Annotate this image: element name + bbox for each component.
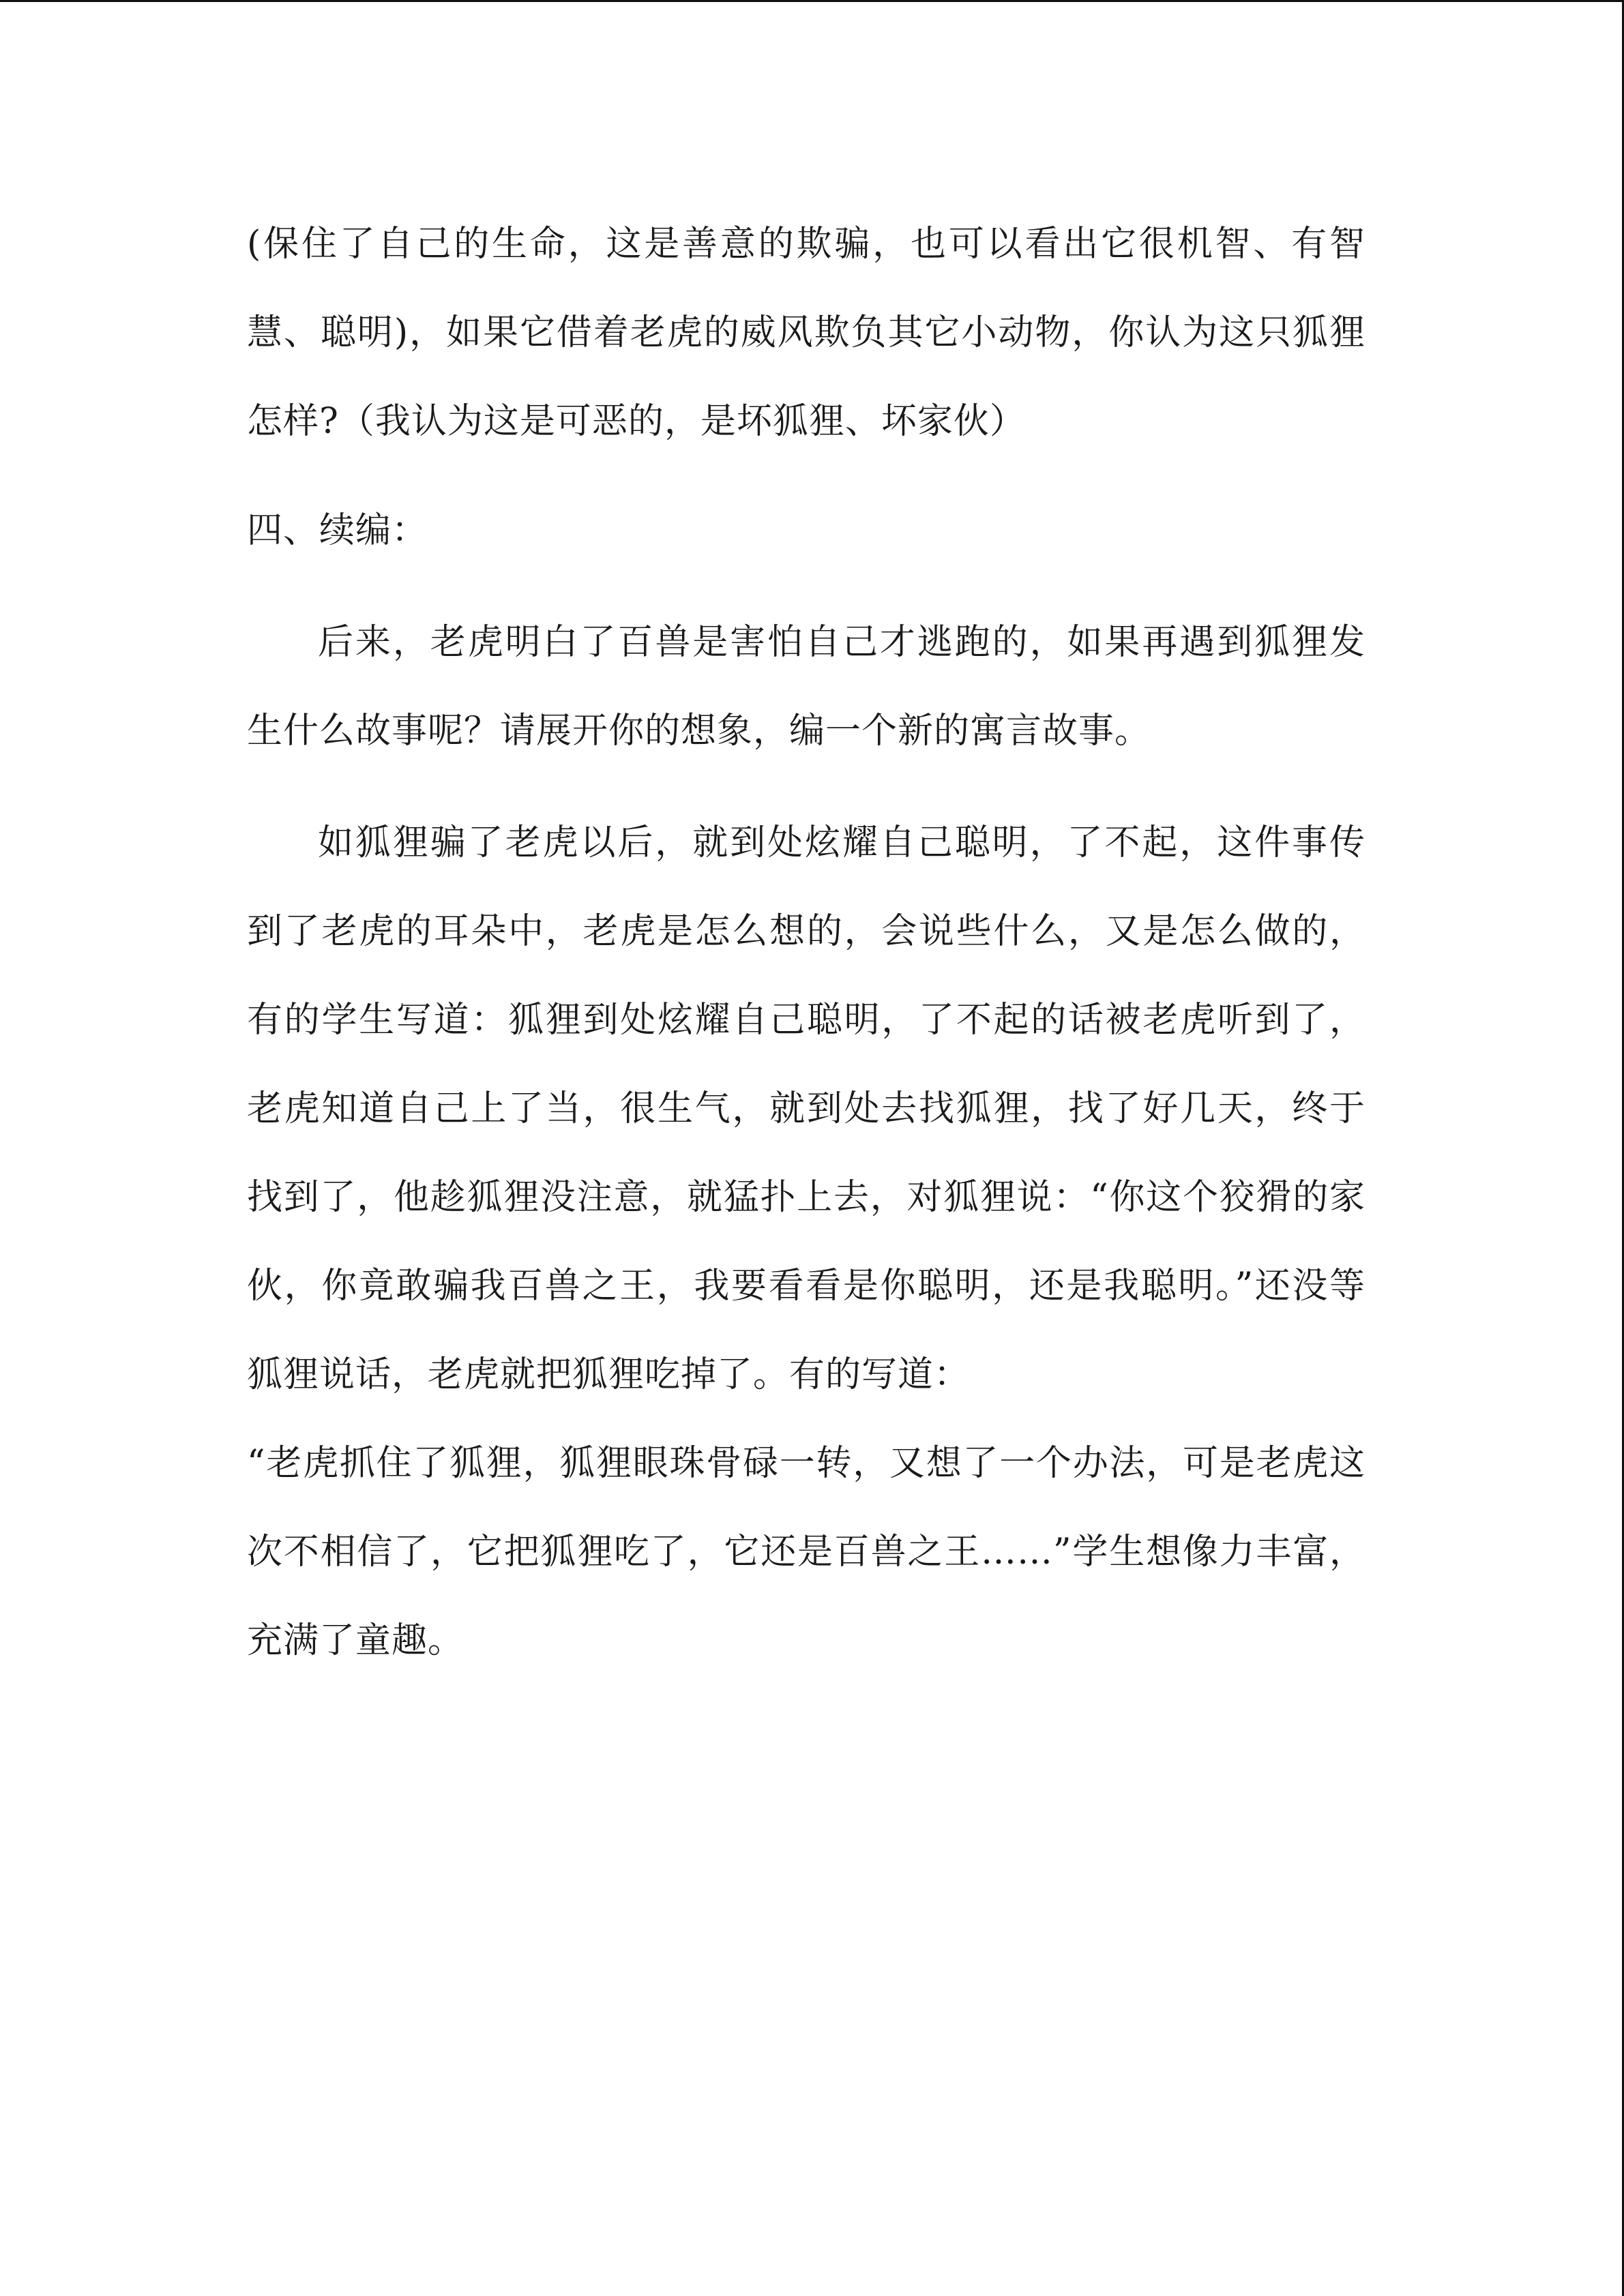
section-heading: 四、续编：: [247, 510, 428, 551]
paragraph-continued: (保住了自己的生命，这是善意的欺骗，也可以看出它很机智、有智慧、聪明)，如果它借着老虎的威风欺负其它小动物，你认为这只狐狸怎样?（我认为这是可恶的，是坏狐狸、坏家伙）: [247, 224, 1365, 442]
paragraph-quote: “老虎抓住了狐狸，狐狸眼珠骨碌一转，又想了一个办法，可是老虎这次不相信了，它把狐狸吃了，它还是百兽之王……”学生想像力丰富，充满了童趣。: [247, 1443, 1365, 1661]
paragraph-prompt: 后来，老虎明白了百兽是害怕自己才逃跑的，如果再遇到狐狸发生什么故事呢？请展开你的想象，编一个新的寓言故事。: [247, 622, 1365, 751]
paragraph-example: 如狐狸骗了老虎以后，就到处炫耀自己聪明，了不起，这件事传到了老虎的耳朵中，老虎是怎么想的，会说些什么，又是怎么做的，有的学生写道：狐狸到处炫耀自己聪明，了不起的话被老虎听到了，老虎知道自己上了当，很生气，就到处去找狐狸，找了好几天，终于找到了，他趁狐狸没注意，就猛扑上去，对狐狸说：“你这个狡猾的家伙，你竟敢骗我百兽之王，我要看看是你聪明，还是我聪明。”还没等狐狸说话，老虎就把狐狸吃掉了。有的写道：: [247, 822, 1365, 1395]
document-body: [247, 200, 1365, 1685]
